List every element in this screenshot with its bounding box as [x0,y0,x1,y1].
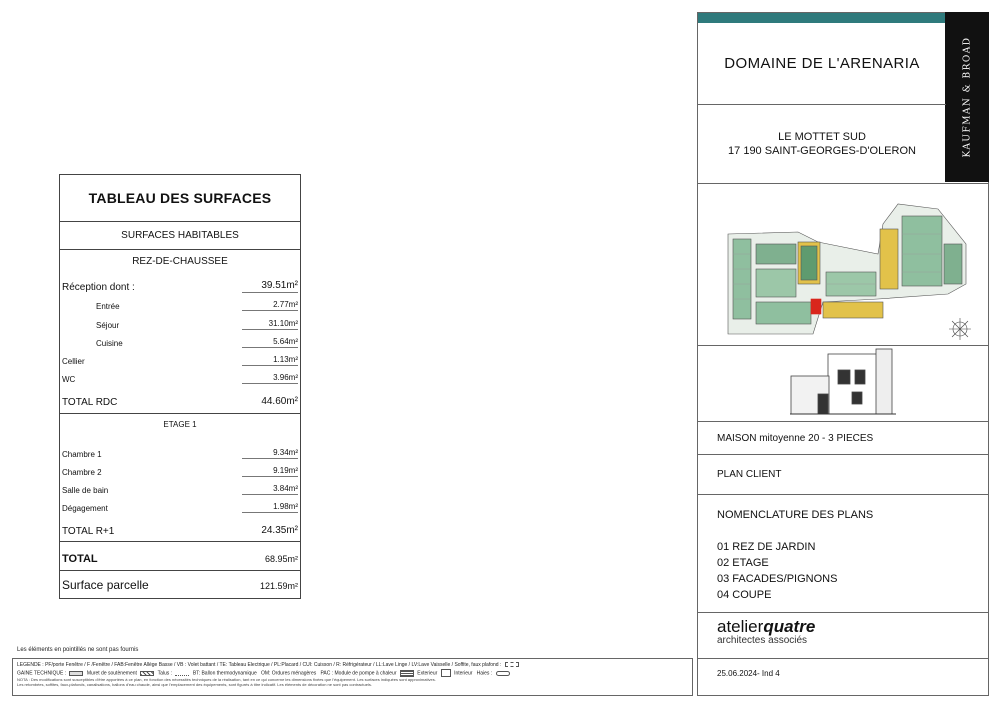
row-value: 31.10m² [242,319,298,330]
row-value: 1.98m² [242,502,298,513]
table-row-total [60,549,300,565]
table-row [60,316,300,330]
revision-date: 25.06.2024- Ind 4 [717,669,780,678]
talus-swatch [175,671,189,676]
legend-text: Talus : [157,670,173,677]
row-value: 24.35m² [261,525,298,536]
table-row-total-rdc [60,392,300,408]
table-row [60,481,300,495]
row-label: Entrée [96,302,120,311]
table-row-parcel [60,576,300,592]
table-title: TABLEAU DES SURFACES [60,175,300,222]
architect-name-bold: quatre [763,617,816,636]
legend-text: BT: Ballon thermodynamique [192,670,257,677]
project-address [698,105,946,183]
gaine-swatch [69,671,83,676]
legend-text: Exterieur [417,670,438,677]
row-value: 5.64m² [242,337,298,348]
row-label: Dégagement [62,504,108,513]
elevation-drawing [698,346,988,422]
list-item: 01 REZ DE JARDIN [717,541,816,553]
row-value: 39.51m² [242,280,298,293]
exterieur-swatch [400,670,414,677]
row-label: Chambre 1 [62,450,102,459]
table-row [60,445,300,459]
surface-table [59,174,301,599]
row-value: 3.96m² [242,373,298,384]
list-item: 02 ETAGE [717,557,769,569]
etage-heading-row [60,420,300,436]
interieur-swatch [441,669,451,677]
architect-name-light: atelier [717,617,764,636]
row-label: Réception dont : [62,282,135,293]
row-value: 44.60m² [261,396,298,407]
divider [60,541,300,542]
row-value: 9.19m² [242,466,298,477]
elevation-view [698,346,988,422]
legend-text: Haies : [476,670,493,677]
row-label: Chambre 2 [62,468,102,477]
table-row [60,352,300,366]
architect-subtitle: architectes associés [717,635,808,646]
compass-icon [949,318,971,340]
row-label: Séjour [96,321,120,330]
etage-heading: ETAGE 1 [163,420,197,429]
row-value: 1.13m² [242,355,298,366]
title-block [697,12,989,696]
row-value: 2.77m² [242,300,298,311]
project-title: DOMAINE DE L'ARENARIA [698,23,946,105]
row-label: TOTAL RDC [62,397,118,408]
row-label: Cellier [62,357,85,366]
table-row [60,334,300,348]
table-row [60,499,300,513]
legend-text: Muret de soutènement [86,670,137,677]
divider [60,570,300,571]
soffite-swatch [505,662,519,667]
row-label: Salle de bain [62,486,109,495]
list-item: 03 FACADES/PIGNONS [717,573,838,585]
list-item: 04 COUPE [717,589,772,601]
legend-line [17,669,688,677]
muret-swatch [140,671,154,676]
nomenclature-title: NOMENCLATURE DES PLANS [717,509,874,521]
architect-name [717,618,988,636]
legend-line [17,662,688,669]
row-label: WC [62,375,76,384]
plan-type: PLAN CLIENT [698,455,988,495]
row-label: TOTAL [62,553,98,565]
legend-text: OM: Ordures ménagères [260,670,317,677]
legend-text: LEGENDE : PF/porte Fenêtre / F /Fenêtre / FAB:Fenêtre Allège Basse / VB : Volet battant / TE: Tableau Electrique / PL:Placard / CUI: Cuisson / R: Réfrigérateur / LL:Lave Linge / LV:Lave Vaisselle / Soffite, faux plafond : [17,662,502,668]
haies-swatch [496,671,510,676]
row-value: 9.34m² [242,448,298,459]
architect-logo [698,613,988,659]
legend-text: GAINE TECHNIQUE : [17,670,67,677]
row-label: TOTAL R+1 [62,526,115,537]
row-value: 121.59m² [259,581,298,591]
legend-fine-line: Les retombées, soffites, faux-plafonds, canalisations, ballons d'eau chaude, ainsi que l'emplacement des équipements, sont figurés à titre indicatif. Les éléments de décoration ne sont pas contractuels. [17,682,372,688]
legend-fine-line: NOTA : Des modifications sont susceptibles d'être apportées à ce plan, en fonction des nécessités techniques de la réalisation, tant en ce qui concerne les dimensions fixées que l'équipement. Les surfaces indiquées sont approximatives. [17,677,436,683]
legend-text: Interieur [454,670,473,677]
row-label: Cuisine [96,339,123,348]
nomenclature [698,495,988,613]
table-row [60,297,300,311]
site-plan [698,183,988,346]
brand-logo [945,12,989,182]
legend-box [12,658,693,696]
table-row-total-etage [60,521,300,537]
row-label: Surface parcelle [62,578,149,592]
table-row [60,279,300,293]
legend-text: PAC : Module de pompe à chaleur [320,670,397,677]
table-row [60,370,300,384]
teal-band [698,13,946,23]
house-type: MAISON mitoyenne 20 - 3 PIECES [698,422,988,455]
address-line: LE MOTTET SUD [778,131,866,143]
rdc-heading: REZ-DE-CHAUSSEE [132,255,228,267]
address-line: 17 190 SAINT-GEORGES-D'OLERON [728,145,916,157]
table-subtitle: SURFACES HABITABLES [60,222,300,250]
row-value: 3.84m² [242,484,298,495]
footer-note: Les éléments en pointillés ne sont pas fournis [17,647,139,653]
row-value: 68.95m² [264,554,298,564]
divider [60,413,300,414]
site-plan-drawing [698,184,988,347]
table-row [60,463,300,477]
brand-text: KAUFMAN & BROAD [962,36,972,158]
